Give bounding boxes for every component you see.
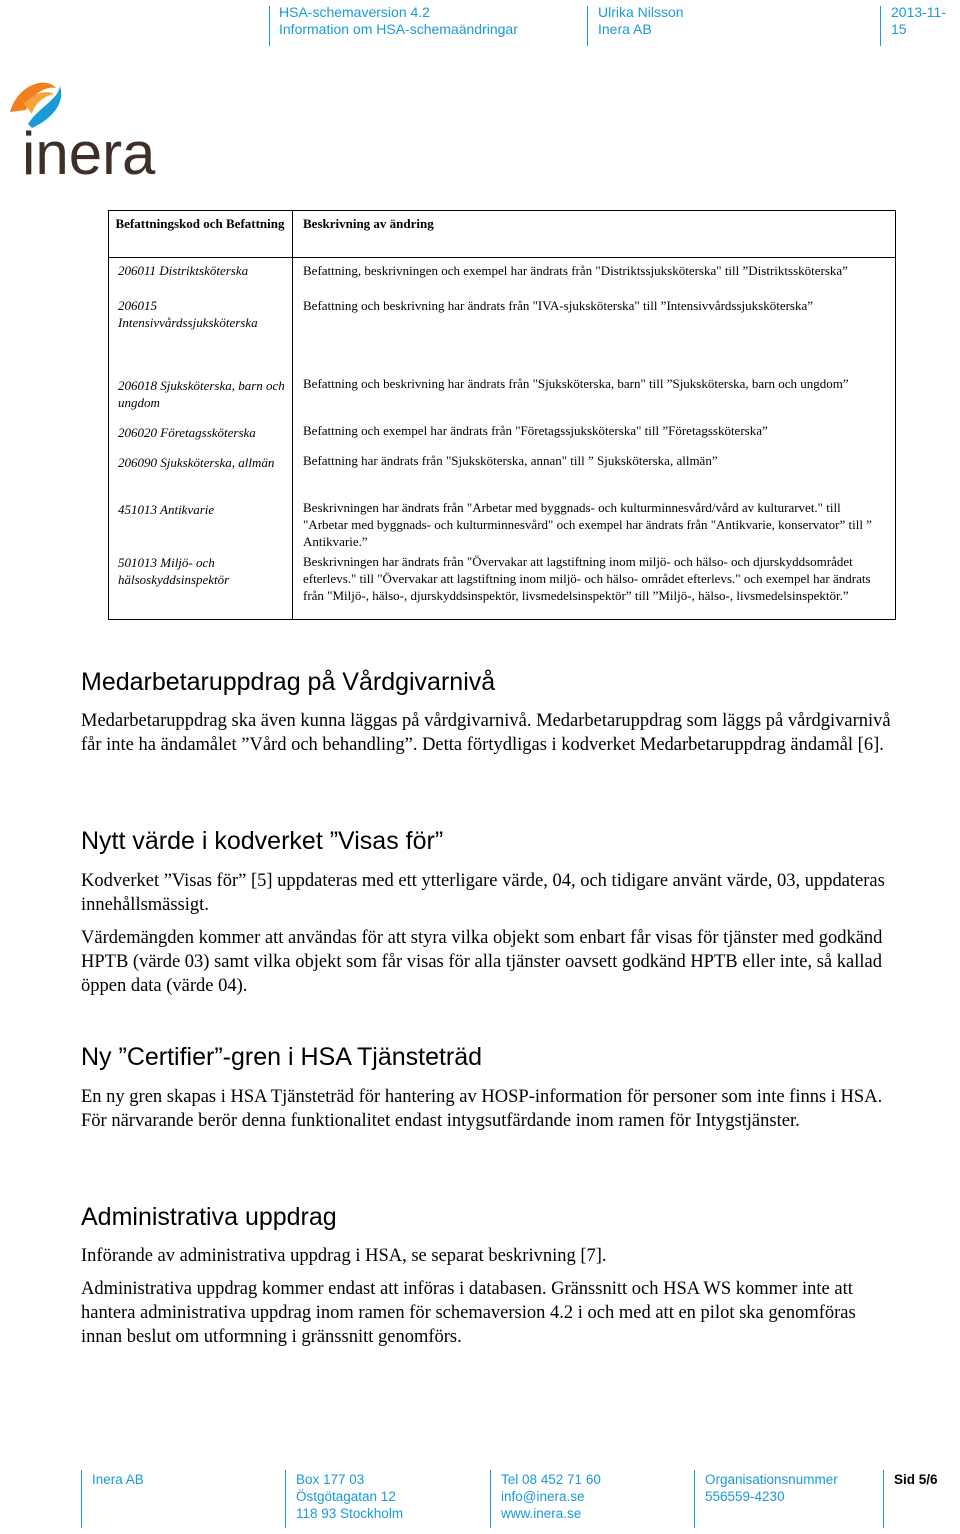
table-row-desc: Befattning och beskrivning har ändrats från "IVA-sjuksköterska" till ”Intensivvårdssjuksköterska”: [303, 298, 814, 313]
table-row-code: 206090 Sjuksköterska, allmän: [118, 455, 275, 470]
table-row-code: 451013 Antikvarie: [118, 502, 215, 517]
header-author-info: [598, 4, 684, 38]
footer-divider: [285, 1470, 286, 1528]
footer-website-link[interactable]: www.inera.se: [501, 1506, 582, 1521]
header-company: Inera AB: [598, 21, 652, 37]
footer-address-line: Box 177 03: [296, 1472, 365, 1487]
footer-divider: [694, 1470, 695, 1528]
section-paragraph: Värdemängden kommer att användas för att styra vilka objekt som enbart får visas för tjänster med godkänd HPTB (värde 03) samt vilka objekt som får visas för alla tjänster oavsett godkänd HPTB eller inte, så kallad öppen data (värde 04).: [81, 928, 883, 996]
header-date: 2013-11-15: [891, 4, 947, 37]
section-paragraph: Medarbetaruppdrag ska även kunna läggas på vårdgivarnivå. Medarbetaruppdrag som läggs på vårdgivarnivå får inte ha ändamålet ”Vård och behandling”. Detta förtydligas i kodverket Medarbetaruppdrag ändamål [6].: [81, 711, 891, 755]
change-table: [108, 210, 896, 620]
table-row-code: 206018 Sjuksköterska, barn och ungdom: [118, 378, 285, 410]
table-row-code: 206020 Företagssköterska: [118, 425, 256, 440]
table-row-code: 206011 Distriktsköterska: [118, 263, 249, 278]
table-header-code: Befattningskod och Befattning: [115, 216, 285, 231]
table-row-code: 206015 Intensivvårdssjuksköterska: [118, 298, 258, 330]
table-row-code: 501013 Miljö- och hälsoskyddsinspektör: [118, 555, 230, 587]
footer-company: Inera AB: [92, 1472, 144, 1487]
section-paragraph: Administrativa uppdrag kommer endast att införas i databasen. Gränssnitt och HSA WS kommer inte att hantera administrativa uppdrag inom ramen för schemaversion 4.2 i och med att en pilot ska genomföras innan beslut om utformning i gränssnitt genomförs.: [81, 1279, 856, 1347]
header-author: Ulrika Nilsson: [598, 4, 684, 20]
table-header-description: Beskrivning av ändring: [303, 216, 434, 231]
footer-orgnr: [705, 1471, 838, 1505]
section-paragraph: En ny gren skapas i HSA Tjänsteträd för hantering av HOSP-information för personer som inte finns i HSA. För närvarande berör denna funktionalitet endast intygsutfärdande inom ramen för Intygstjänster.: [81, 1087, 883, 1131]
table-row-desc: Befattning och exempel har ändrats från "Företagssjuksköterska" till ”Företagssköterska”: [303, 423, 768, 438]
table-row-desc: Befattning, beskrivningen och exempel har ändrats från "Distriktssjuksköterska" till ”Distriktssköterska”: [303, 263, 848, 278]
footer-contact: [501, 1471, 601, 1522]
section-paragraph: Införande av administrativa uppdrag i HSA, se separat beskrivning [7].: [81, 1246, 607, 1266]
section-paragraph: Kodverket ”Visas för” [5] uppdateras med ett ytterligare värde, 04, och tidigare använt värde, 03, uppdateras innehållsmässigt.: [81, 871, 885, 915]
inera-logo-icon: [4, 74, 184, 184]
footer-divider: [81, 1470, 82, 1528]
section-heading: Administrativa uppdrag: [81, 1203, 337, 1231]
inera-logo: [4, 74, 184, 184]
section-heading: Medarbetaruppdrag på Vårdgivarnivå: [81, 668, 496, 696]
header-divider: [587, 6, 588, 46]
footer-divider: [490, 1470, 491, 1528]
header-doc-info: [279, 4, 518, 38]
footer-divider: [883, 1470, 884, 1528]
table-row-desc: Befattning och beskrivning har ändrats från "Sjuksköterska, barn" till ”Sjuksköterska, barn och ungdom”: [303, 376, 849, 391]
section-heading: Nytt värde i kodverket ”Visas för”: [81, 827, 444, 855]
table-row-desc: Beskrivningen har ändrats från "Arbetar med byggnads- och kulturminnesvård/vård av kulturarvet." till "Arbetar med byggnads- och kulturminnesvård" och exempel har ändrats från "Antikvarie, konservator” till ” Antikvarie.”: [303, 500, 872, 549]
logo-wordmark: inera: [22, 120, 156, 184]
table-row-desc: Beskrivningen har ändrats från "Övervakar att lagstiftning inom miljö- och hälso- och djurskyddsområdet efterlevs." till "Övervakar att lagstiftning inom miljö- och hälso- området efterlevs." och exempel har ändrats från "Miljö-, hälso-, djurskyddsinspektör, livsmedelsinspektör” till ”Miljö-, hälso-, livsmedelsinspektör.”: [303, 554, 871, 603]
footer-orgnr-label: Organisationsnummer: [705, 1472, 838, 1487]
page-number: Sid 5/6: [894, 1472, 938, 1487]
footer-orgnr-value: 556559-4230: [705, 1489, 785, 1504]
footer-address-line: Östgötagatan 12: [296, 1489, 396, 1504]
section-heading: Ny ”Certifier”-gren i HSA Tjänsteträd: [81, 1043, 483, 1071]
header-doc-subtitle: Information om HSA-schemaändringar: [279, 21, 518, 37]
header-doc-title: HSA-schemaversion 4.2: [279, 4, 430, 20]
header-divider: [880, 6, 881, 46]
header-divider: [269, 6, 270, 46]
footer-email-link[interactable]: info@inera.se: [501, 1489, 585, 1504]
table-row-desc: Befattning har ändrats från "Sjuksköterska, annan" till ” Sjuksköterska, allmän”: [303, 453, 718, 468]
footer-address-line: 118 93 Stockholm: [296, 1506, 404, 1521]
footer-phone: Tel 08 452 71 60: [501, 1472, 601, 1487]
footer-address: [296, 1471, 403, 1522]
